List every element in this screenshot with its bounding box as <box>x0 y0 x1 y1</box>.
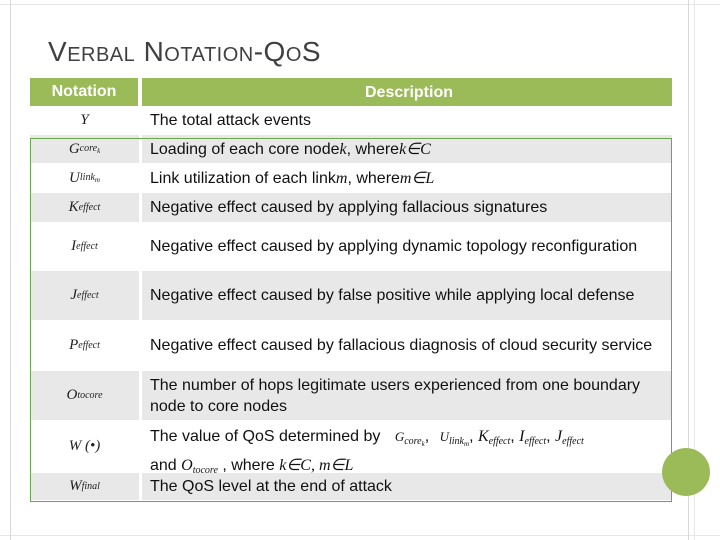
notation-cell: Y <box>30 106 142 134</box>
notation-cell: J effect <box>30 271 142 320</box>
description-header: Description <box>364 83 453 101</box>
notation-cell: P effect <box>30 321 142 370</box>
table-row <box>30 164 672 193</box>
table-row <box>30 135 672 164</box>
table-row <box>30 421 672 476</box>
description-cell: The QoS level at the end of attack <box>150 478 392 495</box>
description-cell: Loading of each core node k , where k∈C <box>150 140 431 158</box>
notation-cell: K effect <box>30 193 142 222</box>
notation-header: Notation <box>30 78 142 106</box>
g-core-symbol: $G_{core_k}$ <box>394 429 425 448</box>
notation-cell: I effect <box>30 223 142 270</box>
description-cell: Negative effect caused by fallacious diagnosis of cloud security service <box>150 337 653 354</box>
description-cell: The total attack events <box>150 111 311 129</box>
notation-cell: W (•) <box>30 421 142 472</box>
table-row <box>30 106 672 135</box>
description-cell: The value of QoS determined by $G_{core_k}$, $U_{link_m}$, $K_{effect}$, $I_{effect}$, $J_{effect}$ and $O_{tocore}$ , where k∈C, m∈L <box>150 428 584 476</box>
u-link-symbol: $U_{link_m}$ <box>439 429 470 448</box>
description-cell: The number of hops legitimate users experienced from one boundary node to core nodes <box>150 376 641 415</box>
decorative-circle <box>662 448 710 496</box>
description-cell: Negative effect caused by false positive while applying local defense <box>150 287 635 304</box>
notation-cell: G core$_k$ <box>30 135 142 163</box>
description-cell: Negative effect caused by applying fallacious signatures <box>150 199 548 216</box>
table-row <box>30 223 672 271</box>
slide-frame-left <box>10 0 11 540</box>
notation-table <box>30 78 672 501</box>
description-cell: Negative effect caused by applying dynamic topology reconfiguration <box>150 238 638 255</box>
description-cell: Link utilization of each link m , where m∈L <box>150 169 435 187</box>
table-row <box>30 271 672 321</box>
table-row <box>30 371 672 421</box>
notation-cell: W final <box>30 473 142 500</box>
notation-cell: U link$_m$ <box>30 164 142 192</box>
slide-frame-top <box>0 4 720 5</box>
slide-frame-bottom <box>0 535 720 536</box>
table-header-row <box>30 78 672 106</box>
table-row <box>30 473 672 501</box>
notation-cell: O tocore <box>30 371 142 420</box>
slide-title: VERBAL NOTATION-QOS <box>48 36 322 67</box>
table-row <box>30 193 672 223</box>
table-row <box>30 321 672 371</box>
